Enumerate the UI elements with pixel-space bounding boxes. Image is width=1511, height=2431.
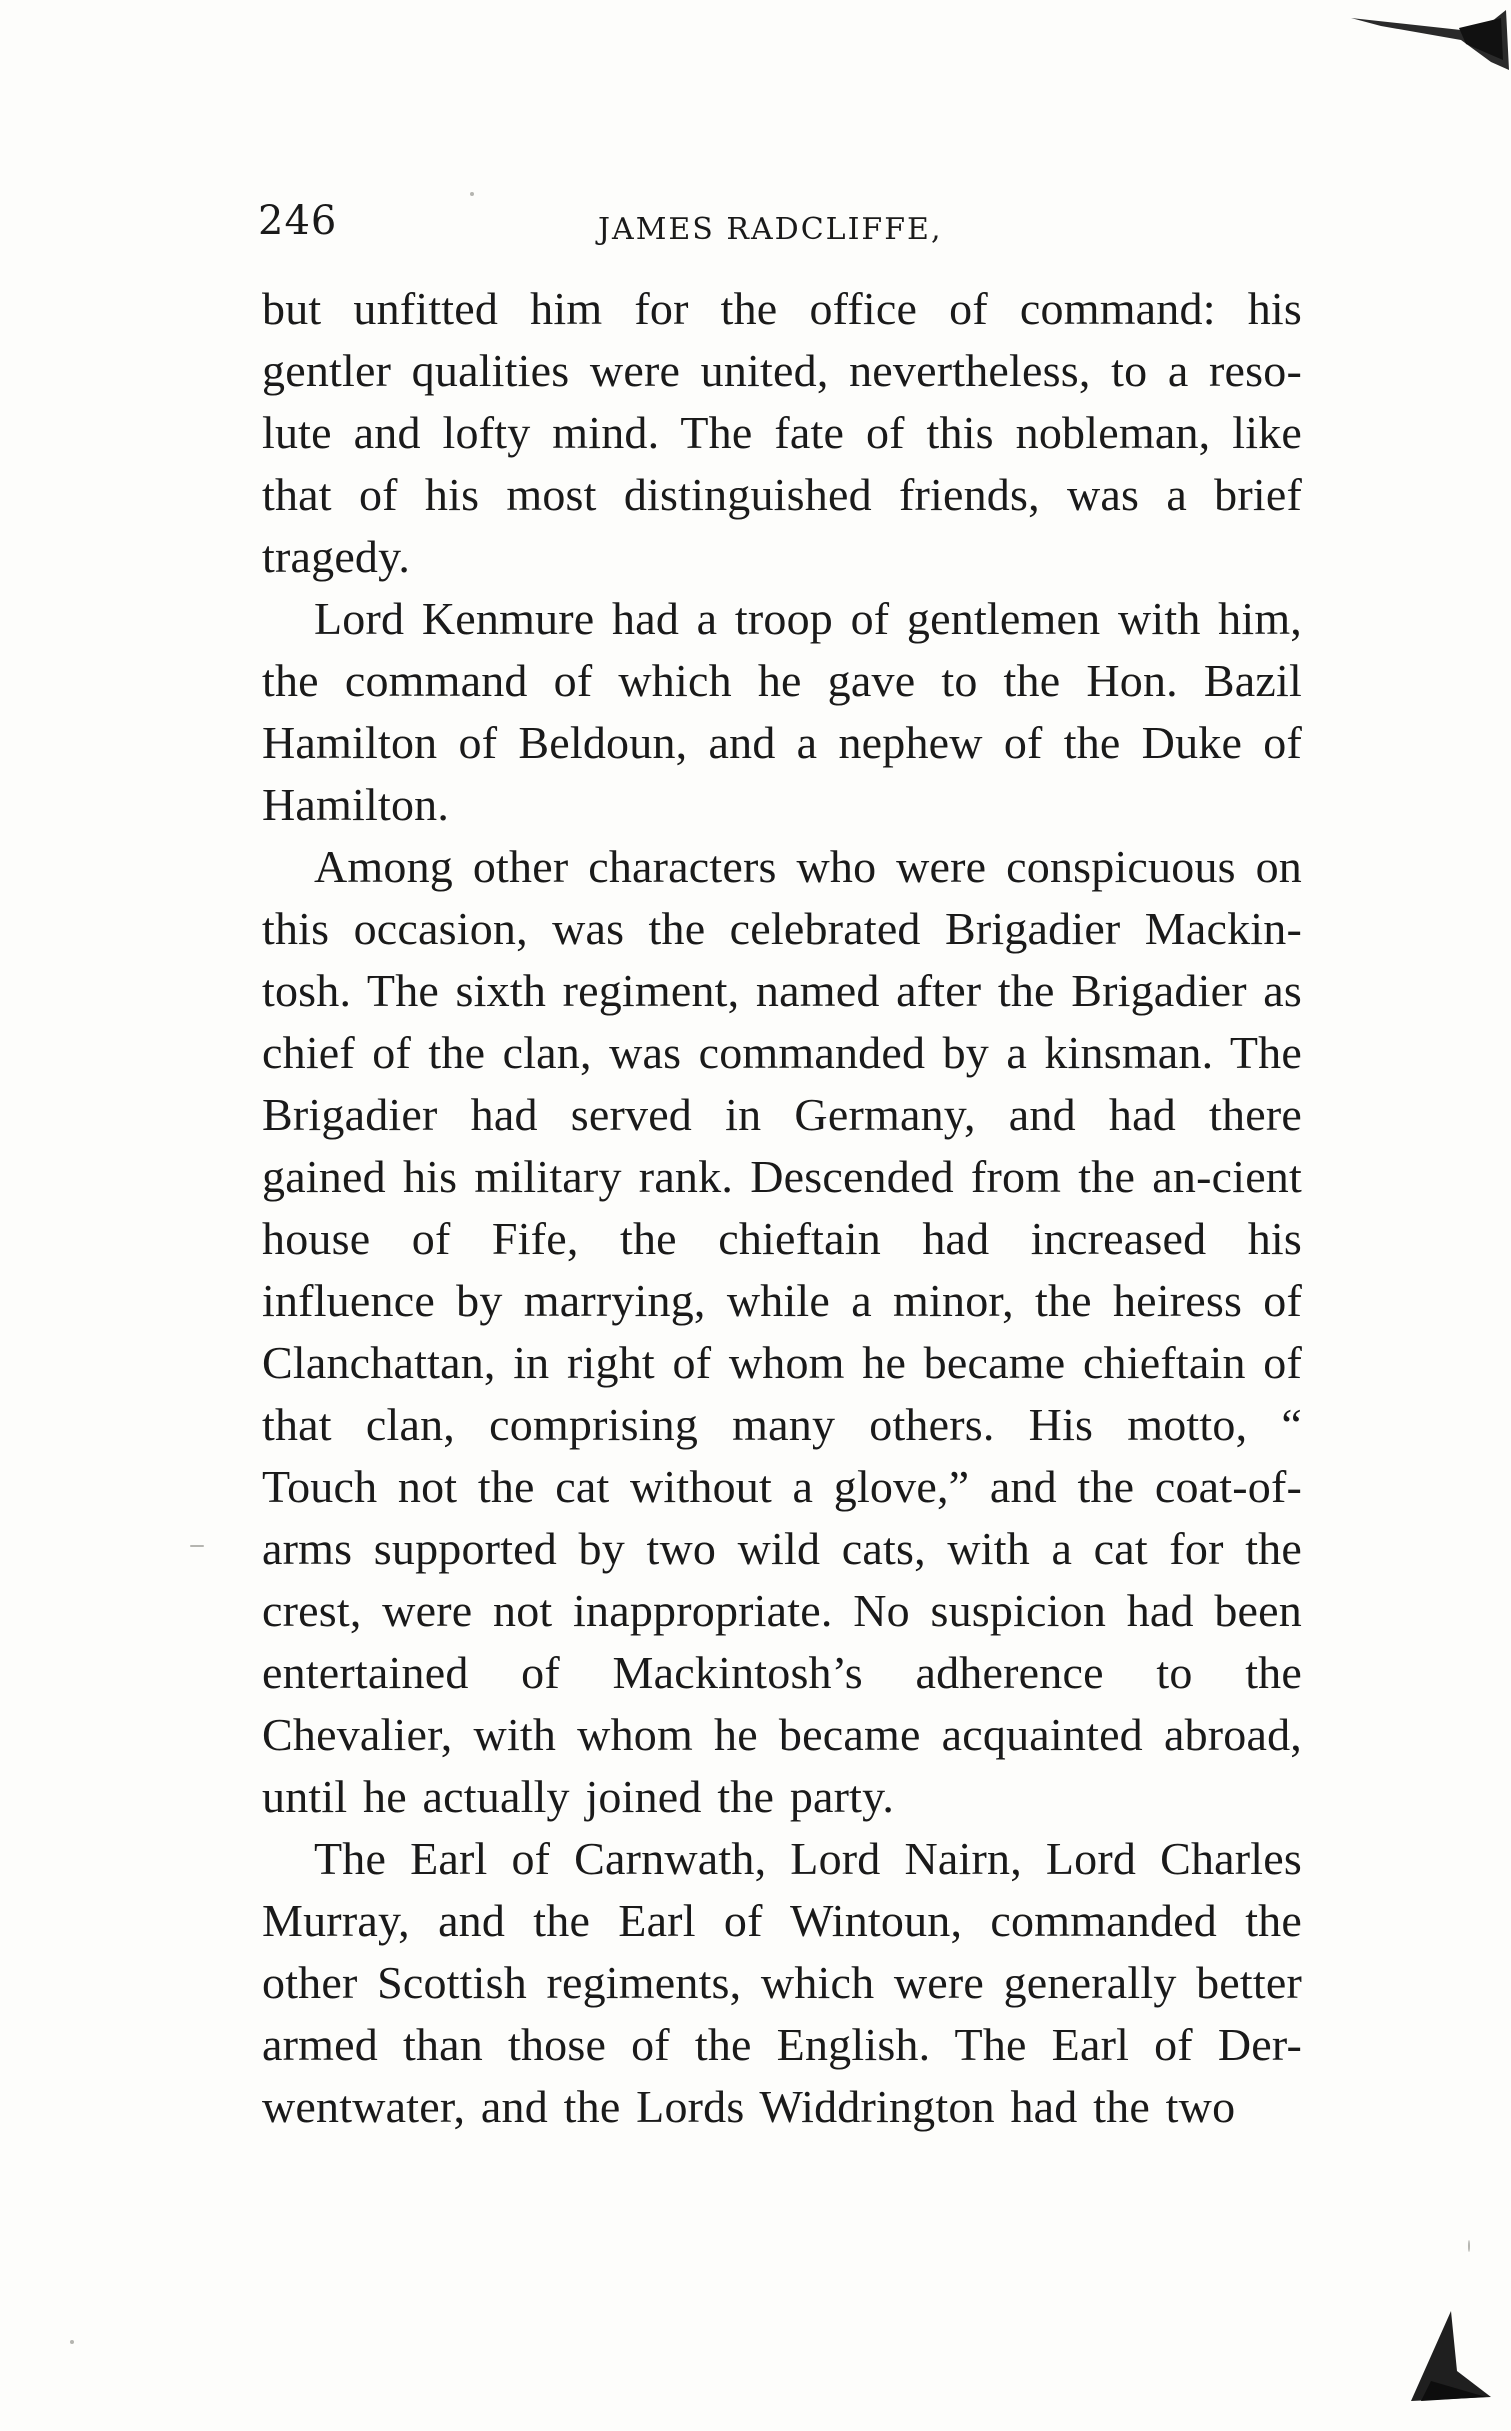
paper-speck (190, 1545, 204, 1547)
page-number: 246 (258, 198, 338, 244)
paragraph-2: Lord Kenmure had a troop of gentlemen with him, the command of which he gave to the Hon. Bazil Hamilton of Beldoun, and a nephew of the Duke of Hamilton. (262, 593, 1302, 830)
running-head: JAMES RADCLIFFE, (598, 212, 943, 247)
paper-speck (470, 192, 474, 196)
paragraph-1: but unfitted him for the office of command: his gentler qualities were united, nevertheless, to a reso-lute and lofty mind. The fate of this nobleman, like that of his most distinguished friends, was a brief tragedy. (262, 283, 1302, 582)
scan-edge-mark-icon (1341, 0, 1511, 80)
body-text (262, 278, 1302, 2138)
page-header (258, 198, 1318, 258)
paragraph-3: Among other characters who were conspicuous on this occasion, was the celebrated Brigadier Mackin-tosh. The sixth regiment, named after the Brigadier as chief of the clan, was commanded by a kinsman. The Brigadier had served in Germany, and had there gained his military rank. Descended from the an-cient house of Fife, the chieftain had increased his influence by marrying, while a minor, the heiress of Clanchattan, in right of whom he became chieftain of that clan, comprising many others. His motto, “ Touch not the cat without a glove,” and the coat-of-arms supported by two wild cats, with a cat for the crest, were not inappropriate. No suspicion had been entertained of Mackintosh’s adherence to the Chevalier, with whom he became acquainted abroad, until he actually joined the party. (262, 841, 1302, 1822)
paper-speck (70, 2340, 74, 2344)
paper-speck (1468, 2240, 1470, 2252)
scan-corner-mark-icon (1391, 2301, 1501, 2411)
paragraph-4: The Earl of Carnwath, Lord Nairn, Lord Charles Murray, and the Earl of Wintoun, commanded the other Scottish regiments, which were generally better armed than those of the English. The Earl of Der-wentwater, and the Lords Widdrington had the two (262, 1833, 1302, 2132)
